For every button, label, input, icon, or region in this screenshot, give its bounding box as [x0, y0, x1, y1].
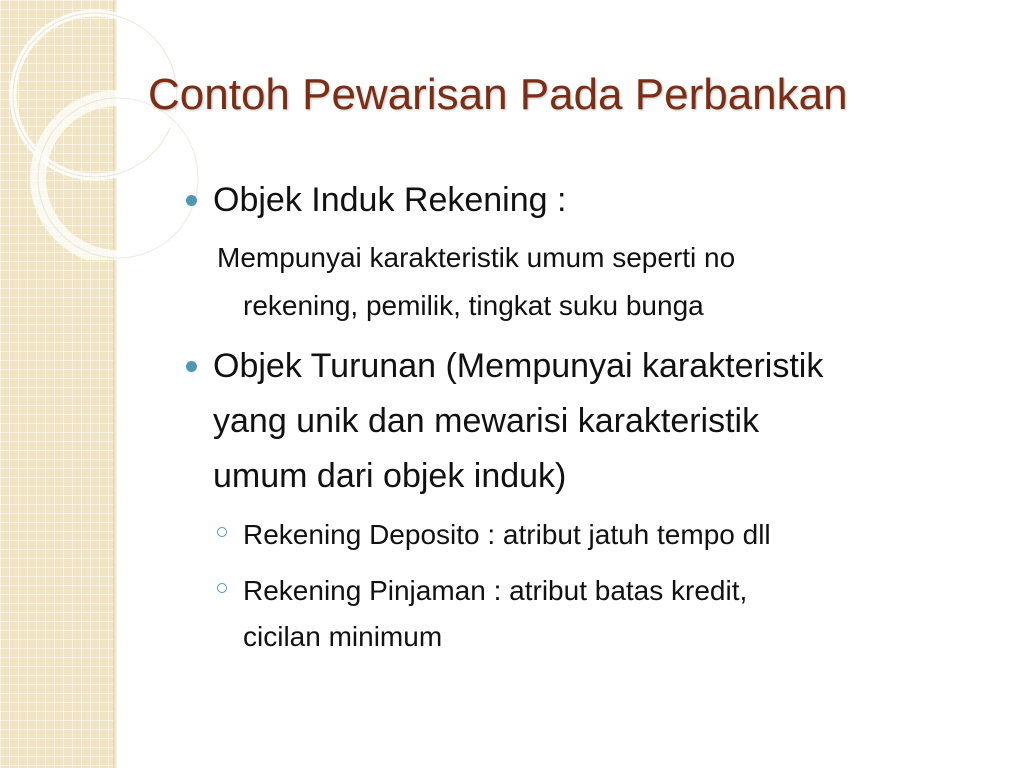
slide-title: Contoh Pewarisan Pada Perbankan: [148, 70, 848, 119]
bullet-objek-turunan-line: umum dari objek induk): [213, 457, 567, 495]
sub-bullet-pinjaman-cont: cicilan minimum: [243, 621, 443, 652]
bullet-objek-turunan-line: Objek Turunan (Mempunyai karakteristik: [213, 347, 824, 385]
sub-bullet-deposito: Rekening Deposito : atribut jatuh tempo dll: [243, 519, 771, 550]
bullet-dot-icon: [186, 195, 197, 206]
bullet-dot-icon: [186, 361, 197, 372]
bullet-objek-turunan-line: yang unik dan mewarisi karakteristik: [213, 402, 760, 440]
sub-bullet-circle-icon: [217, 527, 227, 537]
description-line: rekening, pemilik, tingkat suku bunga: [243, 290, 704, 321]
sub-bullet-circle-icon: [217, 583, 227, 593]
description-line: Mempunyai karakteristik umum seperti no: [217, 242, 736, 273]
sub-bullet-pinjaman: Rekening Pinjaman : atribut batas kredit,: [243, 575, 748, 606]
decorative-rings: [0, 0, 200, 260]
bullet-objek-induk: Objek Induk Rekening :: [213, 181, 567, 219]
